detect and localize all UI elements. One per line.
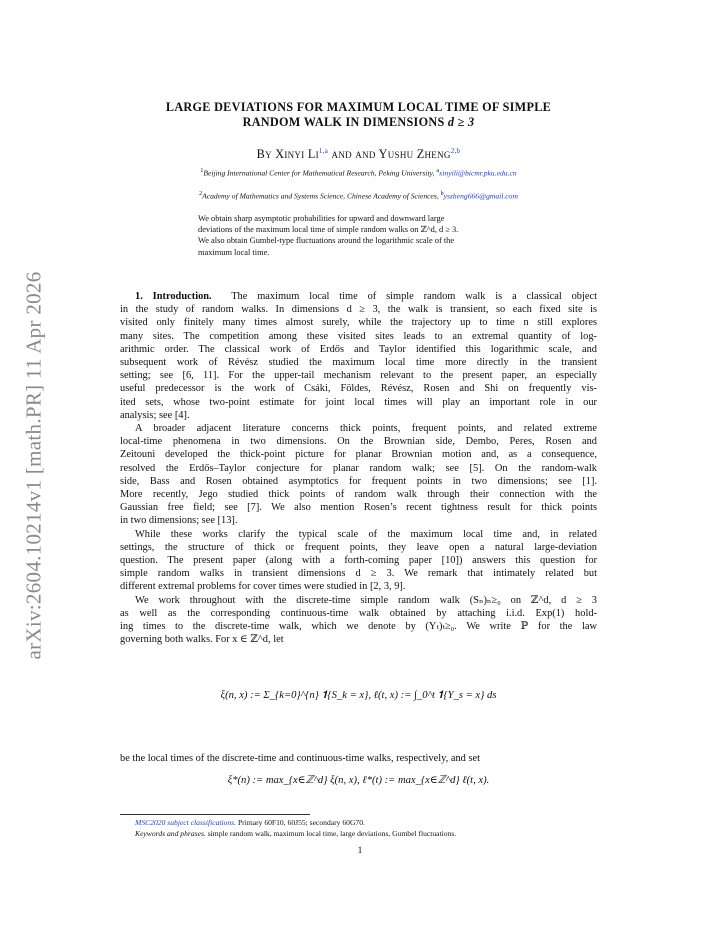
- affiliation-2: $^2$Academy of Mathematics and Systems Science, Chinese Academy of Sciences, $^b$yszheng666@gmail.com: [199, 191, 518, 201]
- paragraph-line: ing times to the discrete-time walk, which we denote by (Yₜ)ₜ≥₀. We write ℙ for the law: [120, 621, 597, 633]
- paragraph-line: question. The present paper (along with a forth-coming paper [10]) answers this question for: [120, 555, 597, 567]
- paragraph-line: setting; see [6, 11]. For the upper-tail mechanism relevant to the present paper, an especially: [120, 370, 597, 382]
- equation-local-times: ξ(n, x) := Σ_{k=0}^{n} 𝟏{S_k = x}, ℓ(t, x) := ∫_0^t 𝟏{Y_s = x} ds: [220, 690, 497, 701]
- title-line-2: RANDOM WALK IN DIMENSIONS d ≥ 3: [242, 115, 475, 129]
- paragraph-line: useful predecessor is the work of Csáki, Földes, Révész, Rosen and Shi on frequently vis-: [120, 383, 597, 395]
- paragraph-line: We work throughout with the discrete-time simple random walk (Sₙ)ₙ≥₀ on ℤ^d, d ≥ 3: [135, 594, 597, 606]
- footnote-divider: [120, 814, 310, 815]
- arxiv-identifier-stamp: [22, 240, 46, 690]
- paragraph-line: visited only finitely many times almost surely, while the trajectory up to time n still explores: [120, 317, 597, 329]
- msc-link[interactable]: MSC2020 subject classifications.: [135, 818, 237, 827]
- abstract-line: We obtain sharp asymptotic probabilities for upward and downward large: [198, 214, 445, 223]
- paragraph-line: arithmic order. The classical work of Erdős and Taylor identified this logarithmic scale, and: [120, 343, 597, 355]
- paragraph-line: side, Bass and Rosen obtained asymptotics for frequent points in two dimensions; see [1].: [120, 475, 597, 487]
- paragraph-line: in the study of random walks. In dimensions d ≥ 3, the walk is transient, so each fixed site is: [120, 304, 597, 316]
- footnote-msc: MSC2020 subject classifications. Primary 60F10, 60J55; secondary 60G70.: [135, 818, 365, 827]
- paragraph-line: settings, the structure of thick or frequent points, they leave open a natural large-deviation: [120, 541, 597, 553]
- author-line: By Xinyi Li$^{1,a}$ and and Yushu Zheng$^{2,b}$: [256, 147, 461, 162]
- email-link-1[interactable]: xinyili@bicmr.pku.edu.cn: [439, 168, 517, 178]
- arxiv-identifier-text: arXiv:2604.10214v1 [math.PR] 11 Apr 2026: [21, 270, 46, 660]
- paper-title: [120, 100, 597, 130]
- paragraph-line: governing both walks. For x ∈ ℤ^d, let: [120, 634, 284, 646]
- abstract-line: maximum local time.: [198, 247, 270, 257]
- paragraph-line: be the local times of the discrete-time and continuous-time walks, respectively, and set: [120, 753, 480, 764]
- paragraph-line: as well as the corresponding continuous-time walk obtained by attaching i.i.d. Exp(1) hold-: [120, 607, 597, 619]
- author-1: Xinyi Li: [275, 147, 319, 162]
- paragraph-line: A broader adjacent literature concerns thick points, frequent points, and related extreme: [135, 423, 597, 435]
- equation-maximum-local-times: ξ*(n) := max_{x∈ℤ^d} ξ(n, x), ℓ*(t) := max_{x∈ℤ^d} ℓ(t, x).: [227, 775, 490, 786]
- paragraph-line: subsequent work of Révész studied the maximum local time more directly in the transient: [120, 357, 597, 369]
- section-heading: Introduction.: [152, 291, 212, 302]
- author-1-affiliation-link[interactable]: 1,a: [318, 147, 329, 155]
- abstract: [198, 213, 522, 258]
- paragraph-line: analysis; see [4].: [120, 409, 190, 421]
- paragraph-line: resolved the Erdős–Taylor conjecture for planar random walk; see [5]. On the random-walk: [120, 462, 597, 474]
- paragraph-line: different extremal problems for cover times were studied in [2, 3, 9].: [120, 581, 406, 593]
- section-number: 1.: [135, 291, 143, 302]
- affiliation-1: $^1$Beijing International Center for Mathematical Research, Peking University, $^a$xinyili@bicmr.pku.edu.cn: [200, 168, 517, 178]
- abstract-line: deviations of the maximum local time of simple random walks on ℤ^d, d ≥ 3.: [198, 225, 459, 235]
- intro-first-line: 1. Introduction. The maximum local time of simple random walk is a classical object: [135, 291, 597, 302]
- title-line-1: LARGE DEVIATIONS FOR MAXIMUM LOCAL TIME OF SIMPLE: [165, 100, 552, 114]
- footnote-keywords: Keywords and phrases. simple random walk, maximum local time, large deviations, Gumbel fluctuations.: [135, 829, 457, 838]
- paragraph-line: ited sets, whose two-point estimate for joint local times will play an important role in our: [120, 396, 597, 408]
- introduction-body: [120, 290, 597, 646]
- paragraph-line: simple random walks in transient dimensions d ≥ 3. We remark that intimately related but: [120, 568, 597, 580]
- paragraph-after-equation: [120, 752, 597, 765]
- paragraph-line: Zeitouni developed the thick-point picture for planar Brownian motion and, as a consequence,: [120, 449, 597, 461]
- paragraph-line: in two dimensions; see [13].: [120, 515, 238, 527]
- email-link-2[interactable]: yszheng666@gmail.com: [443, 191, 518, 201]
- author-2: Yushu Zheng: [378, 147, 451, 162]
- page-number: 1: [357, 846, 363, 856]
- author-2-affiliation-link[interactable]: 2,b: [450, 147, 461, 155]
- paragraph-line: local-time phenomena in two dimensions. On the Brownian side, Dembo, Peres, Rosen and: [120, 436, 597, 448]
- paragraph-line: More recently, Jego studied thick points of random walk through their connection with the: [120, 489, 597, 501]
- abstract-line: We also obtain Gumbel-type fluctuations around the logarithmic scale of the: [198, 236, 455, 246]
- paragraph-line: Gaussian free field; see [7]. We also mention Rosen’s recent tightness result for thick points: [120, 502, 597, 514]
- paragraph-line: While these works clarify the typical scale of the maximum local time and, in related: [135, 528, 597, 540]
- paragraph-line: many sites. The competition among these visited sites leads to an extremal quantity of log-: [120, 330, 597, 342]
